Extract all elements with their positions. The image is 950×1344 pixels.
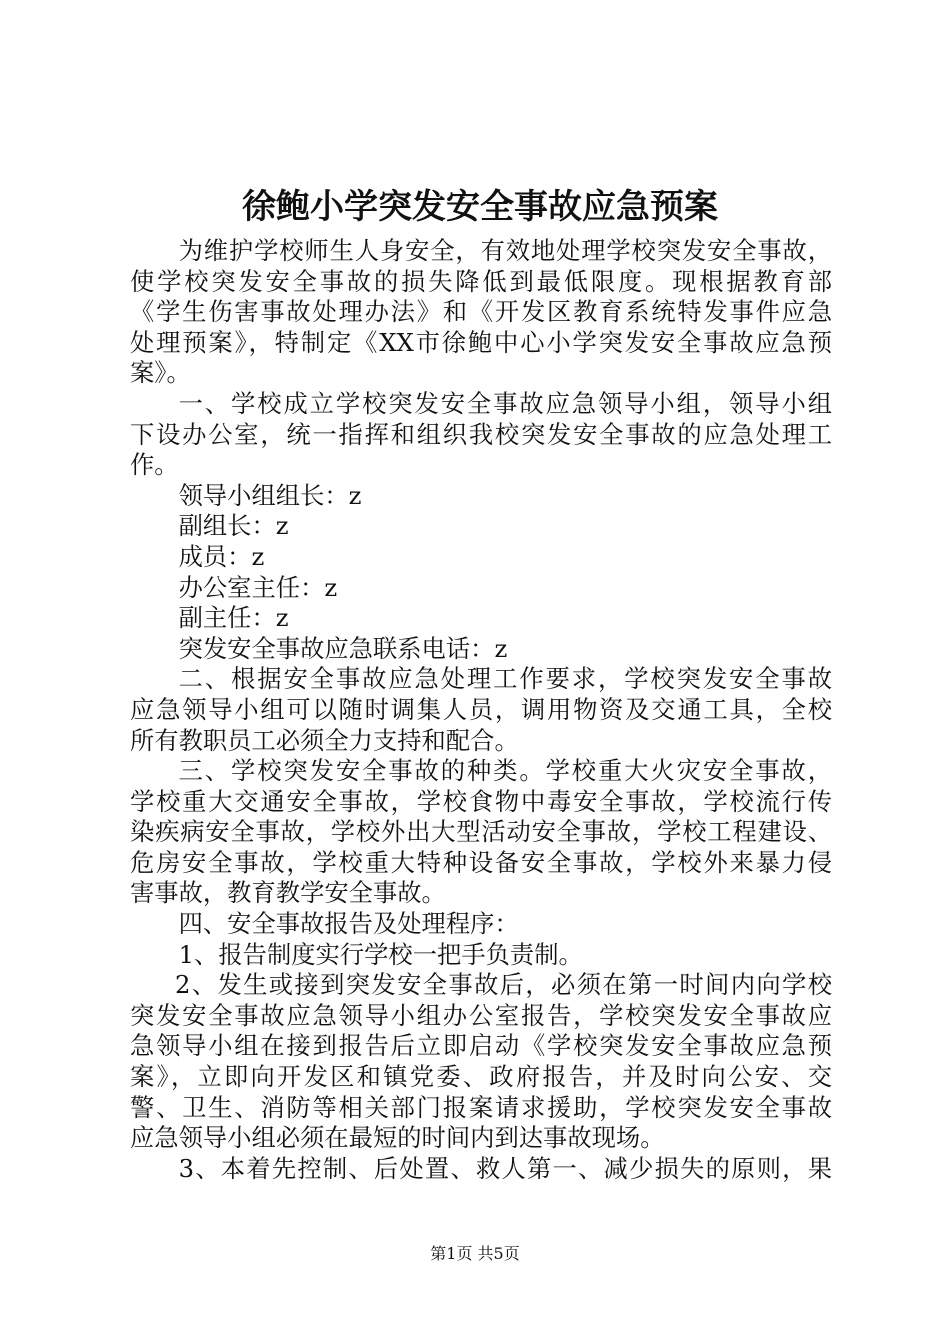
body-line: 突发安全事故应急领导小组办公室报告，学校突发安全事故应: [130, 1000, 832, 1030]
body-line: 染疾病安全事故，学校外出大型活动安全事故，学校工程建设、: [130, 817, 832, 847]
body-line: 案》，立即向开发区和镇党委、政府报告，并及时向公安、交: [130, 1062, 832, 1092]
body-line: 危房安全事故，学校重大特种设备安全事故，学校外来暴力侵: [130, 847, 832, 877]
body-line: 下设办公室，统一指挥和组织我校突发安全事故的应急处理工: [130, 419, 832, 449]
body-line: 一、学校成立学校突发安全事故应急领导小组，领导小组: [178, 388, 832, 418]
body-line: 作。: [130, 450, 179, 480]
body-line: 警、卫生、消防等相关部门报案请求援助，学校突发安全事故: [130, 1092, 832, 1122]
body-line: 为维护学校师生人身安全，有效地处理学校突发安全事故，: [178, 236, 832, 265]
body-line: 副组长：z: [178, 511, 289, 541]
body-line: 使学校突发安全事故的损失降低到最低限度。现根据教育部: [130, 266, 832, 296]
page-indicator: 第1页 共5页: [430, 1244, 520, 1263]
body-line: 所有教职员工必须全力支持和配合。: [130, 725, 519, 755]
body-line: 3、本着先控制、后处置、救人第一、减少损失的原则，果: [178, 1153, 832, 1183]
body-line: 二、根据安全事故应急处理工作要求，学校突发安全事故: [178, 664, 832, 694]
body-line: 应急领导小组必须在最短的时间内到达事故现场。: [130, 1123, 665, 1153]
body-line: 害事故，教育教学安全事故。: [130, 878, 446, 908]
body-line: 学校重大交通安全事故，学校食物中毒安全事故，学校流行传: [130, 786, 832, 816]
body-line: 2、发生或接到突发安全事故后，必须在第一时间内向学校: [174, 970, 832, 1000]
body-line: 应急领导小组可以随时调集人员，调用物资及交通工具，全校: [130, 694, 832, 724]
body-line: 成员：z: [178, 541, 265, 571]
body-line: 四、安全事故报告及处理程序：: [178, 909, 519, 939]
body-line: 处理预案》，特制定《XX市徐鲍中心小学突发安全事故应急预: [130, 327, 832, 357]
body-line: 三、学校突发安全事故的种类。学校重大火灾安全事故，: [178, 756, 832, 786]
document-title: 徐鲍小学突发安全事故应急预案: [242, 187, 718, 227]
body-line: 《学生伤害事故处理办法》和《开发区教育系统特发事件应急: [130, 297, 832, 327]
body-line: 办公室主任：z: [178, 572, 338, 602]
document-body: [130, 236, 832, 1184]
body-line: 副主任：z: [178, 603, 289, 633]
body-line: 案》。: [130, 358, 191, 388]
body-line: 领导小组组长：z: [178, 480, 362, 510]
body-line: 急领导小组在接到报告后立即启动《学校突发安全事故应急预: [130, 1031, 832, 1061]
body-line: 突发安全事故应急联系电话：z: [178, 633, 508, 663]
body-line: 1、报告制度实行学校一把手负责制。: [178, 939, 583, 969]
